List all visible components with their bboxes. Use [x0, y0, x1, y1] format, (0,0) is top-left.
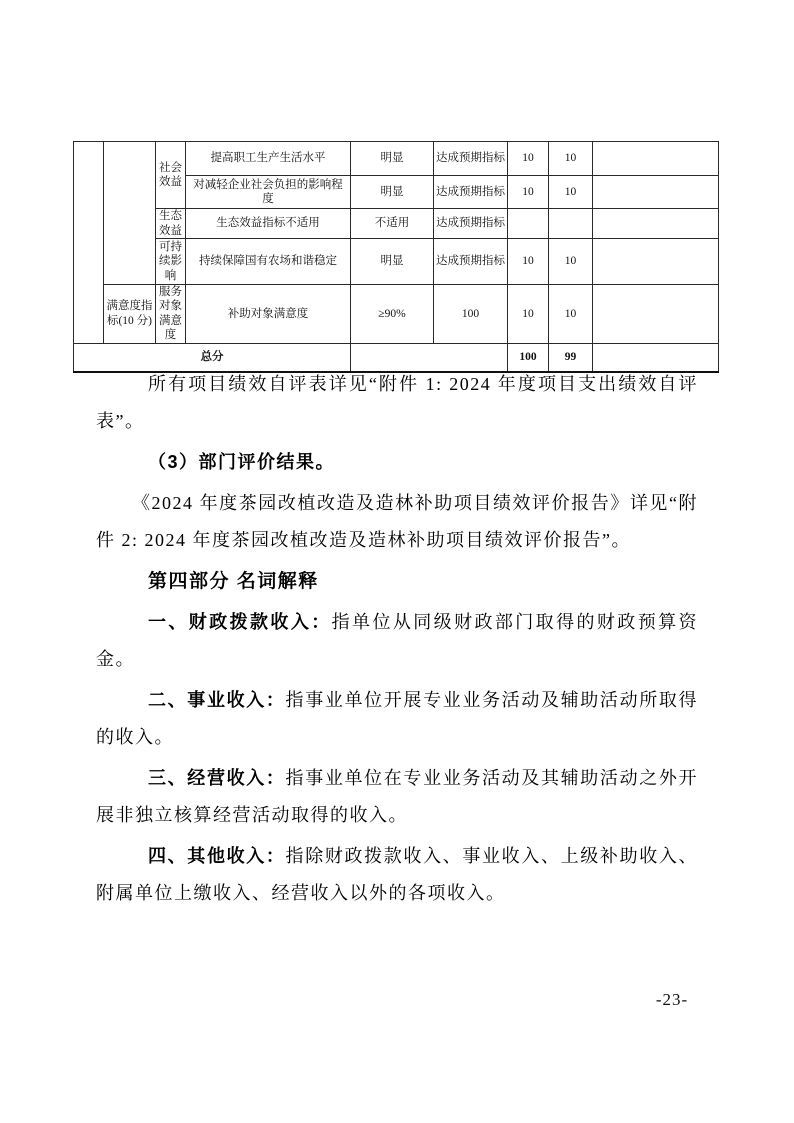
paragraph-self-eval-ref: 所有项目绩效自评表详见“附件 1: 2024 年度项目支出绩效自评表”。: [96, 374, 698, 431]
cell-group-satisfaction: 满意度指标(10 分): [104, 285, 156, 344]
cell-result: 达成预期指标: [434, 176, 508, 209]
cell-self-score: 10: [549, 285, 593, 344]
cell-full-score: 10: [508, 142, 549, 176]
term-definition: 指除财政拨款收入、事业收入、上级补助收入、附属单位上缴收入、经营收入以外的各项收入。: [96, 846, 699, 903]
performance-self-eval-table: [73, 141, 719, 373]
cell-total-label: 总分: [74, 343, 351, 372]
performance-table-wrap: [73, 141, 719, 373]
table-row: [74, 239, 719, 285]
term-label: 三、经营收入：: [148, 768, 286, 788]
cell-note: [593, 176, 719, 209]
cell-indicator: 持续保障国有农场和谐稳定: [186, 239, 351, 285]
cell-self-score: [549, 209, 593, 239]
paragraph-dept-eval-heading: [96, 444, 698, 481]
cell-value: 明显: [351, 239, 434, 285]
cell-result: 达成预期指标: [434, 209, 508, 239]
term-label: 二、事业收入：: [148, 690, 286, 710]
section-heading-part4: 第四部分 名词解释: [148, 571, 319, 592]
cell-total-self-score: 99: [549, 343, 593, 372]
cell-group-social: 社会效益: [156, 142, 186, 209]
cell-result: 达成预期指标: [434, 142, 508, 176]
cell-indicator: 对减轻企业社会负担的影响程度: [186, 176, 351, 209]
cell-note: [593, 209, 719, 239]
term-definition: 指事业单位在专业业务活动及其辅助活动之外开展非独立核算经营活动取得的收入。: [96, 768, 699, 825]
cell-result: 100: [434, 285, 508, 344]
cell-value: 不适用: [351, 209, 434, 239]
cell-value: 明显: [351, 142, 434, 176]
dept-eval-heading-text: （3）部门评价结果。: [148, 452, 336, 472]
cell-indicator: 补助对象满意度: [186, 285, 351, 344]
cell-outer-category-empty: [74, 142, 104, 344]
paragraph-eval-report-ref: 《2024 年度茶园改植改造及造林补助项目绩效评价报告》详见“附件 2: 2024 年度茶园改植改造及造林补助项目绩效评价报告”。: [96, 493, 698, 550]
cell-self-score: 10: [549, 176, 593, 209]
cell-group-eco: 生态效益: [156, 209, 186, 239]
term-fiscal-appropriation-income: [96, 604, 698, 678]
cell-result: 达成预期指标: [434, 239, 508, 285]
table-row: [74, 285, 719, 344]
term-label: 一、财政拨款收入：: [148, 612, 332, 632]
cell-group-sustain: 可持续影响: [156, 239, 186, 285]
table-row: [74, 142, 719, 176]
term-label: 四、其他收入：: [148, 846, 286, 866]
cell-note: [593, 239, 719, 285]
cell-indicator: 生态效益指标不适用: [186, 209, 351, 239]
cell-full-score: 10: [508, 239, 549, 285]
cell-group-service-target: 服务对象满意度: [156, 285, 186, 344]
cell-full-score: [508, 209, 549, 239]
cell-full-score: 10: [508, 176, 549, 209]
cell-total-full-score: 100: [508, 343, 549, 372]
table-row: [74, 209, 719, 239]
cell-indicator: 提高职工生产生活水平: [186, 142, 351, 176]
cell-note: [593, 142, 719, 176]
term-other-income: [96, 838, 698, 912]
term-definition: 指事业单位开展专业业务活动及辅助活动所取得的收入。: [96, 690, 699, 747]
term-definition: 指单位从同级财政部门取得的财政预算资金。: [96, 612, 699, 669]
cell-benefit-category-empty: [104, 142, 156, 285]
cell-self-score: 10: [549, 239, 593, 285]
cell-value: 明显: [351, 176, 434, 209]
cell-self-score: 10: [549, 142, 593, 176]
term-operating-income-institution: [96, 682, 698, 756]
cell-note: [593, 285, 719, 344]
body-text: [96, 366, 698, 916]
page-number: -23-: [655, 990, 689, 1009]
cell-full-score: 10: [508, 285, 549, 344]
term-business-income: [96, 760, 698, 834]
cell-value: ≥90%: [351, 285, 434, 344]
